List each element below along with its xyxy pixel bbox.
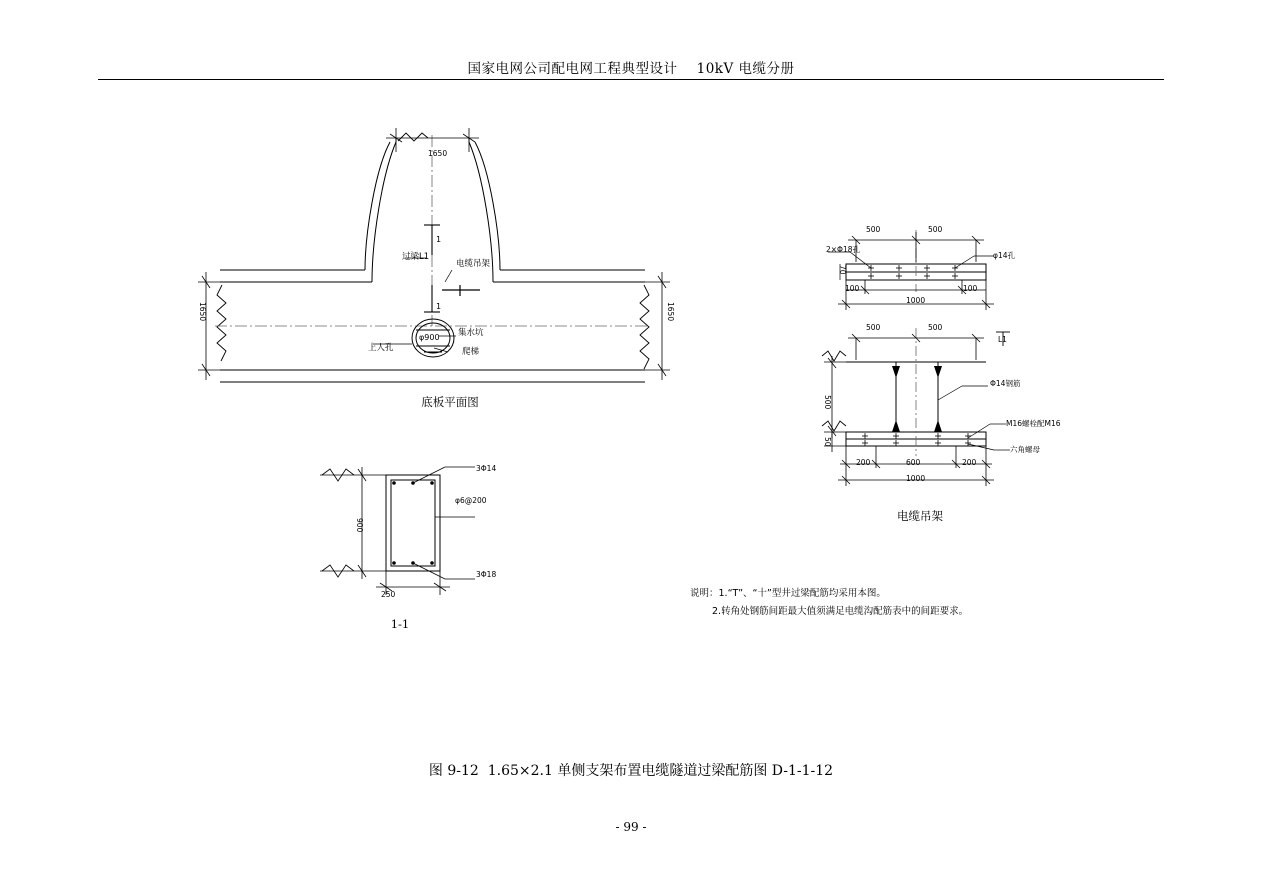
hanger-label-hex-nut: 六角螺母: [1010, 445, 1040, 454]
note-line-1: 说明：1.“T”、“十”型井过梁配筋均采用本图。: [690, 588, 886, 599]
hanger-label-bolt-m16: M16螺栓配M16: [1006, 419, 1061, 428]
hanger-dim-lower-left-500: 500: [866, 323, 881, 332]
hanger-dim-lower-right-500: 500: [928, 323, 943, 332]
plan-label-sump: 集水坑: [458, 328, 484, 338]
hanger-mark-l1: L1: [998, 335, 1007, 344]
hanger-label-hole-14: φ14孔: [993, 251, 1015, 260]
plan-label-ladder: 爬梯: [462, 347, 480, 357]
hanger-title: 电缆吊架: [897, 509, 943, 523]
plan-label-guoliang: 过梁L1: [402, 252, 430, 262]
plan-section-mark-bottom: 1: [436, 302, 442, 311]
plan-dim-left-height: 1650: [198, 302, 207, 322]
hanger-dim-upper-left-500: 500: [866, 225, 881, 234]
hanger-dim-lower-200-right: 200: [962, 458, 977, 467]
header-divider: [98, 79, 1164, 80]
hanger-dim-lower-thk-50: 50: [823, 437, 832, 447]
page-header-title: 国家电网公司配电网工程典型设计 10kV 电缆分册: [467, 61, 795, 77]
plan-dim-right-height: 1650: [666, 302, 675, 322]
notes-block: [690, 585, 1110, 621]
hanger-dim-lower-600: 600: [906, 458, 921, 467]
page-number: - 99 -: [615, 820, 647, 834]
hanger-dim-lower-height-500: 500: [823, 395, 832, 410]
figure-caption: 图 9-12 1.65×2.1 单侧支架布置电缆隧道过梁配筋图 D-1-1-12: [428, 763, 834, 779]
section-dim-width: 250: [381, 590, 396, 599]
hanger-dim-upper-total-1000: 1000: [906, 296, 926, 305]
section-dim-height: 900: [355, 518, 364, 533]
hanger-dim-lower-200-left: 200: [856, 458, 871, 467]
note-line-2: 2.转角处钢筋间距最大值须满足电缆沟配筋表中的间距要求。: [712, 606, 969, 618]
section-title: 1-1: [390, 617, 410, 631]
section-label-stirrup: φ6@200: [455, 496, 487, 505]
hanger-label-rebar-14: Φ14钢筋: [990, 379, 1021, 388]
plan-label-pit-diameter: φ900: [419, 333, 440, 342]
section-label-bottom-rebar: 3Φ18: [476, 570, 497, 579]
section-label-top-rebar: 3Φ14: [476, 464, 497, 473]
hanger-label-2x18-holes: 2×Φ18孔: [826, 245, 861, 254]
plan-label-manhole: 上人孔: [368, 343, 394, 353]
hanger-dim-lower-total-1000: 1000: [906, 474, 926, 483]
hanger-dim-thickness-70: 70: [838, 265, 847, 275]
hanger-dim-right-100: 100: [963, 284, 978, 293]
hanger-dim-upper-right-500: 500: [928, 225, 943, 234]
plan-dim-top-width: 1650: [428, 149, 448, 158]
section-1-1-drawing: [300, 455, 560, 605]
plan-section-mark-top: 1: [436, 235, 442, 244]
plan-view-title: 底板平面图: [421, 395, 479, 409]
plan-view-drawing: [190, 130, 710, 420]
plan-label-cable-hanger: 电缆吊架: [456, 259, 491, 269]
hanger-dim-left-100: 100: [845, 284, 860, 293]
